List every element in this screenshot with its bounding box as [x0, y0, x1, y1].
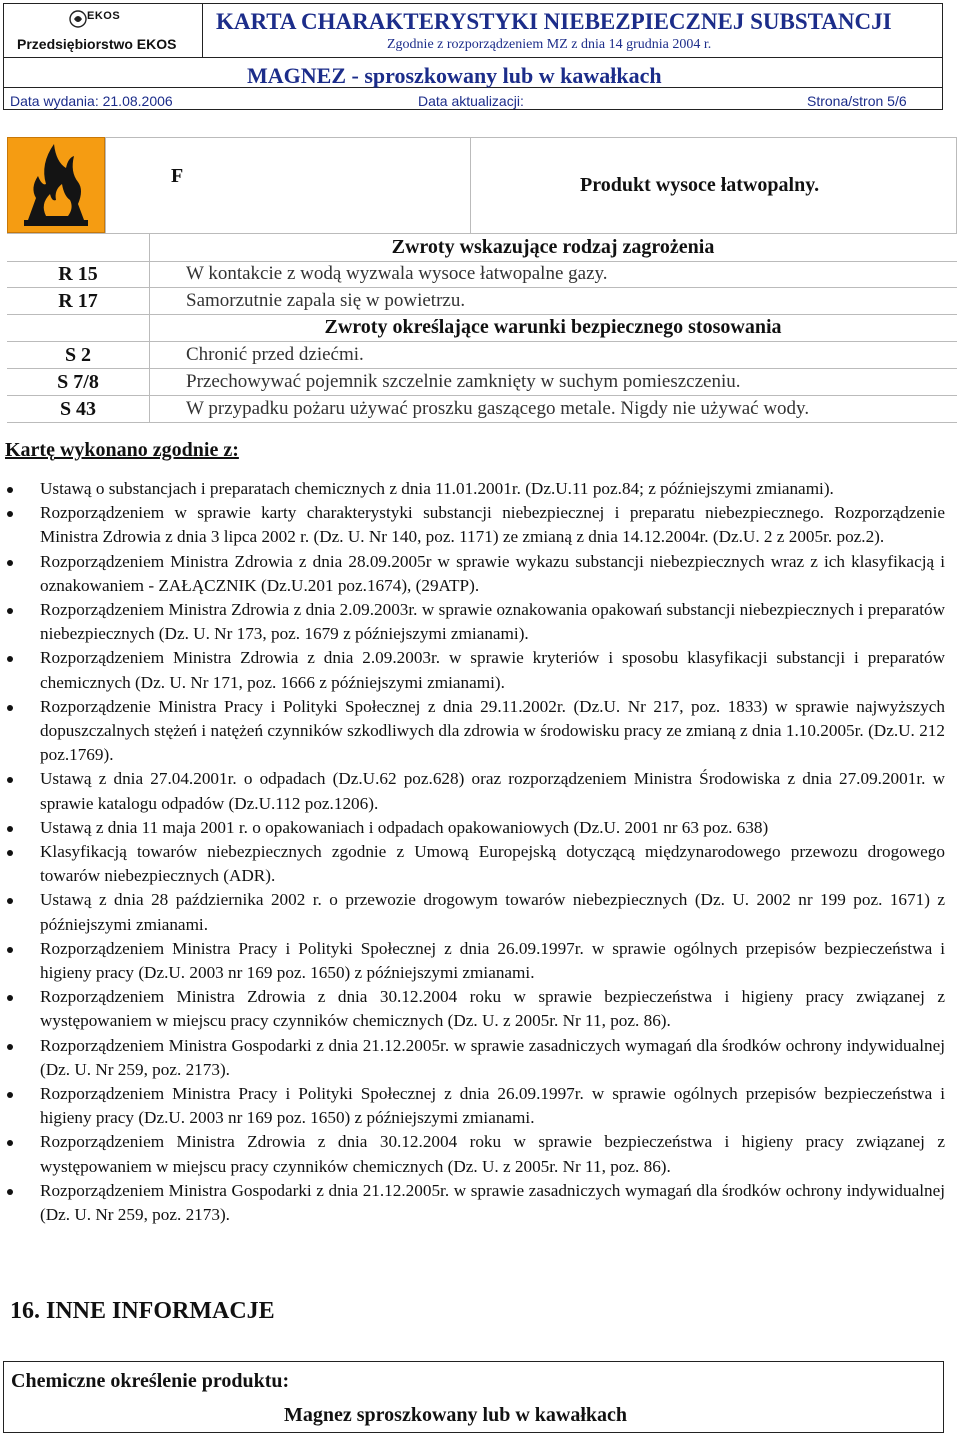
table-row [7, 368, 957, 396]
table-divider [149, 395, 150, 422]
table-divider [149, 287, 150, 314]
ekos-logo-icon [69, 10, 87, 28]
hazard-code: F [171, 165, 184, 187]
company-logo [69, 7, 143, 31]
list-item: Rozporządzeniem Ministra Pracy i Polityki Społecznej z dnia 26.09.1997r. w sprawie ogólnych przepisów bezpieczeństwa i higieny pracy (Dz.U. 2003 nr 169 poz. 1650) z późniejszymi zmianami. [5, 937, 945, 985]
s-text: Przechowywać pojemnik szczelnie zamknięty w suchym pomieszczeniu. [186, 371, 741, 392]
list-item: Rozporządzeniem Ministra Zdrowia z dnia 30.12.2004 roku w sprawie bezpieczeństwa i higieny pracy związanej z występowaniem w miejscu pracy czynników chemicznych (Dz. U. z 2005r. Nr 11, poz. 86). [5, 985, 945, 1033]
document-title: KARTA CHARAKTERYSTYKI NIEBEZPIECZNEJ SUBSTANCJI [216, 9, 892, 34]
document-subtitle: Zgodnie z rozporządzeniem MZ z dnia 14 grudnia 2004 r. [387, 37, 712, 52]
s-code: S 7/8 [57, 371, 99, 393]
list-item: Rozporządzeniem Ministra Pracy i Polityki Społecznej z dnia 26.09.1997r. w sprawie ogólnych przepisów bezpieczeństwa i higieny pracy (Dz.U. 2003 nr 169 poz. 1650) z późniejszymi zmianami. [5, 1082, 945, 1130]
list-item: Rozporządzeniem Ministra Gospodarki z dnia 21.12.2005r. w sprawie zasadniczych wymagań dla środków ochrony indywidualnej (Dz. U. Nr 259, poz. 2173). [5, 1034, 945, 1082]
regulations-list [5, 477, 945, 1227]
header-divider [202, 3, 203, 57]
r-text: Samorzutnie zapala się w powietrzu. [186, 290, 466, 311]
table-divider [149, 260, 150, 287]
table-divider [149, 368, 150, 395]
table-row [7, 260, 957, 288]
list-item: Rozporządzeniem Ministra Zdrowia z dnia 2.09.2003r. w sprawie oznakowania opakowań substancji niebezpiecznych i preparatów niebezpiecznych (Dz. U. Nr 173, poz. 1679 z późniejszymi zmianami). [5, 598, 945, 646]
table-row [7, 287, 957, 315]
flame-icon [8, 138, 104, 232]
update-date: Data aktualizacji: [418, 93, 524, 109]
product-name: MAGNEZ - sproszkowany lub w kawałkach [247, 63, 662, 88]
page-number: Strona/stron 5/6 [807, 93, 907, 109]
list-item: Rozporządzeniem Ministra Gospodarki z dnia 21.12.2005r. w sprawie zasadniczych wymagań dla środków ochrony indywidualnej (Dz. U. Nr 259, poz. 2173). [5, 1179, 945, 1227]
header-divider [3, 57, 943, 58]
s-text: Chronić przed dziećmi. [186, 344, 364, 365]
table-divider [105, 137, 106, 233]
table-divider [470, 137, 471, 233]
list-item: Rozporządzeniem w sprawie karty charakterystyki substancji niebezpiecznej i preparatu niebezpiecznego. Rozporządzenie Ministra Zdrowia z dnia 3 lipca 2002 r. (Dz. U. Nr 140, poz. 1171) ze zmianą z dnia 14.12.2004r. (Dz.U. 2 z 2005r. poz.2). [5, 501, 945, 549]
s-heading: Zwroty określające warunki bezpiecznego stosowania [324, 316, 782, 338]
hazard-label: Produkt wysoce łatwopalny. [580, 174, 820, 196]
list-item: Rozporządzeniem Ministra Zdrowia z dnia 2.09.2003r. w sprawie kryteriów i sposobu klasyfikacji substancji i preparatów chemicznych (Dz. U. Nr 171, poz. 1666 z późniejszymi zmianami). [5, 646, 945, 694]
list-item: Rozporządzeniem Ministra Zdrowia z dnia 30.12.2004 roku w sprawie bezpieczeństwa i higieny pracy związanej z występowaniem w miejscu pracy czynników chemicznych (Dz. U. z 2005r. Nr 11, poz. 86). [5, 1130, 945, 1178]
s-heading-row [7, 314, 957, 342]
section-heading: 16. INNE INFORMACJE [10, 1298, 275, 1324]
r-code: R 15 [58, 263, 98, 285]
s-text: W przypadku pożaru używać proszku gaszącego metale. Nigdy nie używać wody. [186, 398, 810, 419]
r-code: R 17 [58, 290, 98, 312]
table-row [7, 341, 957, 369]
r-heading: Zwroty wskazujące rodzaj zagrożenia [391, 236, 715, 258]
table-row [7, 395, 957, 423]
chemical-name-value: Magnez sproszkowany lub w kawałkach [284, 1404, 628, 1426]
list-item: Ustawą o substancjach i preparatach chemicznych z dnia 11.01.2001r. (Dz.U.11 poz.84; z późniejszymi zmianami). [5, 477, 945, 501]
document-header [3, 3, 943, 110]
list-item: Ustawą z dnia 28 października 2002 r. o przewozie drogowym towarów niebezpiecznych (Dz. U. 2002 nr 199 poz. 1671) z późniejszymi zmianami. [5, 888, 945, 936]
r-text: W kontakcie z wodą wyzwala wysoce łatwopalne gazy. [186, 263, 608, 284]
list-item: Rozporządzeniem Ministra Zdrowia z dnia 28.09.2005r w sprawie wykazu substancji niebezpiecznych wraz z ich klasyfikacją i oznakowaniem - ZAŁĄCZNIK (Dz.U.201 poz.1674), (29ATP). [5, 550, 945, 598]
r-heading-row [7, 233, 957, 262]
company-name: Przedsiębiorstwo EKOS [17, 36, 177, 52]
table-divider [105, 137, 957, 138]
flame-icon [7, 137, 105, 233]
issue-date: Data wydania: 21.08.2006 [10, 93, 173, 109]
s-code: S 2 [64, 344, 92, 366]
s-code: S 43 [59, 398, 97, 420]
chemical-name-label: Chemiczne określenie produktu: [11, 1370, 290, 1392]
list-item: Rozporządzenie Ministra Pracy i Polityki Społecznej z dnia 29.11.2002r. (Dz.U. Nr 217, poz. 1833) w sprawie najwyższych dopuszczalnych stężeń i natężeń czynników szkodliwych dla zdrowia w środowisku pracy ze zmianą z dnia 1.10.2005r. (Dz.U. 212 poz.1769). [5, 695, 945, 768]
list-item: Ustawą z dnia 11 maja 2001 r. o opakowaniach i odpadach opakowaniowych (Dz.U. 2001 nr 63 poz. 638) [5, 816, 945, 840]
made-according-heading: Kartę wykonano zgodnie z: [5, 439, 239, 461]
table-divider [956, 137, 957, 233]
list-item: Ustawą z dnia 27.04.2001r. o odpadach (Dz.U.62 poz.628) oraz rozporządzeniem Ministra Środowiska z dnia 27.09.2001r. w sprawie katalogu odpadów (Dz.U.112 poz.1206). [5, 767, 945, 815]
logo-text: EKOS [87, 10, 121, 22]
table-divider [149, 341, 150, 368]
list-item: Klasyfikacją towarów niebezpiecznych zgodnie z Umową Europejską dotyczącą międzynarodowego przewozu drogowego towarów niebezpiecznych (ADR). [5, 840, 945, 888]
chemical-name-box [3, 1361, 944, 1433]
